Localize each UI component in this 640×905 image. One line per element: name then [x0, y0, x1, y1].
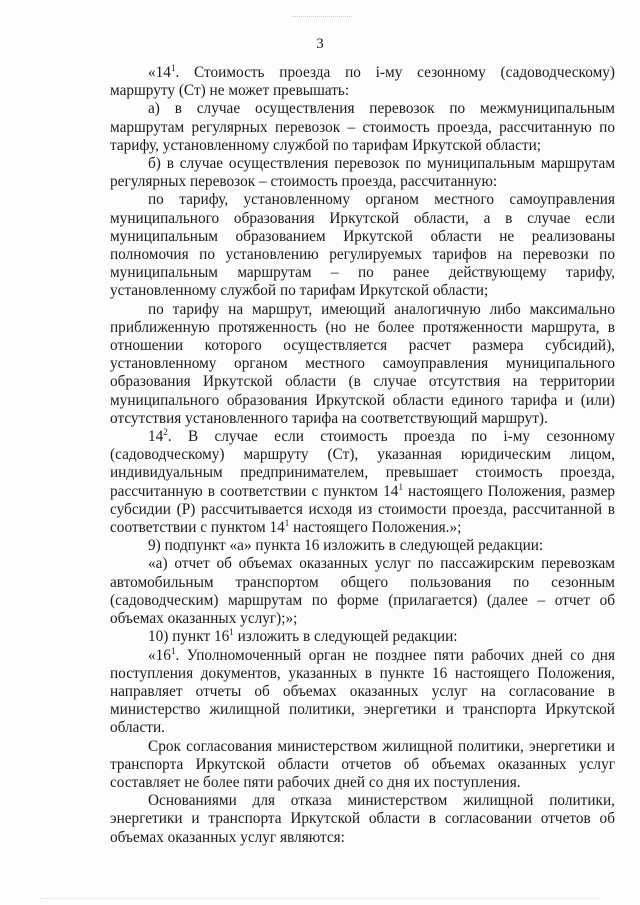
- paragraph-item-9-text: [110, 555, 615, 628]
- text-segment: б) в случае осуществления перевозок по муниципальным маршрутам регулярных перевозок – стоимость проезда, рассчитанную:: [110, 155, 615, 191]
- document-body: [110, 64, 615, 847]
- text-segment: по тарифу на маршрут, имеющий аналогичную либо максимально приближенную протяженность (но не более протяженности маршрута, в отношении которого осуществляется расчет размера субсидий), установленному органом местного самоуправления муниципального образования Иркутской области (в случае отсутствия на территории муниципального образования Иркутской области единого тарифа и (или) отсутствия установленного тарифа на соответствующий маршрут).: [110, 300, 615, 427]
- text-segment: настоящего Положения, размер субсидии (Р) рассчитывается исходя из стоимости проезда, рассчитанной в соответствии с пунктом 14: [110, 482, 616, 537]
- superscript: 1: [229, 627, 234, 638]
- text-segment: . Стоимость проезда по i-му сезонному (садоводческому) маршруту (Ст) не может превышать:: [110, 64, 615, 100]
- paragraph-14-1: [110, 64, 615, 100]
- text-segment: . В случае если стоимость проезда по i-му сезонному (садоводческому) маршруту (Ст), указанная юридическим лицом, индивидуальным предпринимателем, превышает стоимость проезда, рассчитанную в соответствии с пунктом 14: [110, 428, 615, 500]
- scan-artifact-bottom: [40, 898, 600, 901]
- text-segment: Основаниями для отказа министерством жилищной политики, энергетики и транспорта Иркутской области в согласовании отчетов об объемах оказанных услуг являются:: [110, 792, 615, 846]
- paragraph-subitem-b: [110, 155, 615, 191]
- paragraph-approval-term: [110, 738, 615, 793]
- text-segment: Срок согласования министерством жилищной политики, энергетики и транспорта Иркутской области отчетов об объемах оказанных услуг составляет не более пяти рабочих дней со дня их поступления.: [110, 737, 615, 791]
- text-segment: 10) пункт 16: [148, 628, 230, 646]
- paragraph-14-2: [110, 428, 615, 537]
- text-segment: изложить в следующей редакции:: [233, 628, 458, 646]
- superscript: 1: [398, 481, 403, 492]
- text-segment: . Уполномоченный орган не позднее пяти рабочих дней со дня поступления документов, указанных в пункте 16 настоящего Положения, направляет отчеты об объемах оказанных услуг на согласование в министерство жилищной политики, энергетики и транспорта Иркутской области.: [110, 646, 615, 737]
- text-segment: «а) отчет об объемах оказанных услуг по пассажирским перевозкам автомобильным транспортом общего пользования по сезонным (садоводческим) маршрутам по форме (прилагается) (далее – отчет об объемах оказанных услуг);»;: [110, 555, 615, 628]
- page-number: 3: [316, 36, 324, 52]
- paragraph-tariff-route: [110, 301, 615, 428]
- paragraph-16-1: [110, 647, 615, 738]
- scan-artifact-top: [292, 16, 352, 19]
- superscript: 1: [170, 645, 176, 656]
- text-segment: настоящего Положения.»;: [289, 519, 462, 537]
- text-segment: 9) подпункт «а» пункта 16 изложить в следующей редакции:: [148, 537, 544, 555]
- text-segment: а) в случае осуществления перевозок по межмуниципальным маршрутам регулярных перевозок – стоимость проезда, рассчитанную по тарифу, установленному службой по тарифам Иркутской области;: [110, 100, 615, 154]
- paragraph-item-10: [110, 628, 615, 646]
- text-segment: «16: [148, 646, 171, 664]
- paragraph-refusal-grounds: [110, 792, 615, 847]
- superscript: 2: [163, 426, 168, 437]
- paragraph-subitem-a: [110, 100, 615, 155]
- superscript: 1: [284, 517, 290, 528]
- paragraph-item-9: [110, 537, 615, 555]
- superscript: 1: [170, 62, 176, 73]
- text-segment: по тарифу, установленному органом местного самоуправления муниципального образования Иркутской области, а в случае если муниципальным образованием Иркутской области не реализованы полномочия по установлению регулируемых тарифов на перевозки по муниципальным маршрутам – по ранее действующему тарифу, установленному службой по тарифам Иркутской области;: [110, 191, 615, 300]
- paragraph-tariff-local: [110, 191, 615, 300]
- text-segment: 14: [148, 428, 164, 446]
- text-segment: «14: [148, 64, 171, 81]
